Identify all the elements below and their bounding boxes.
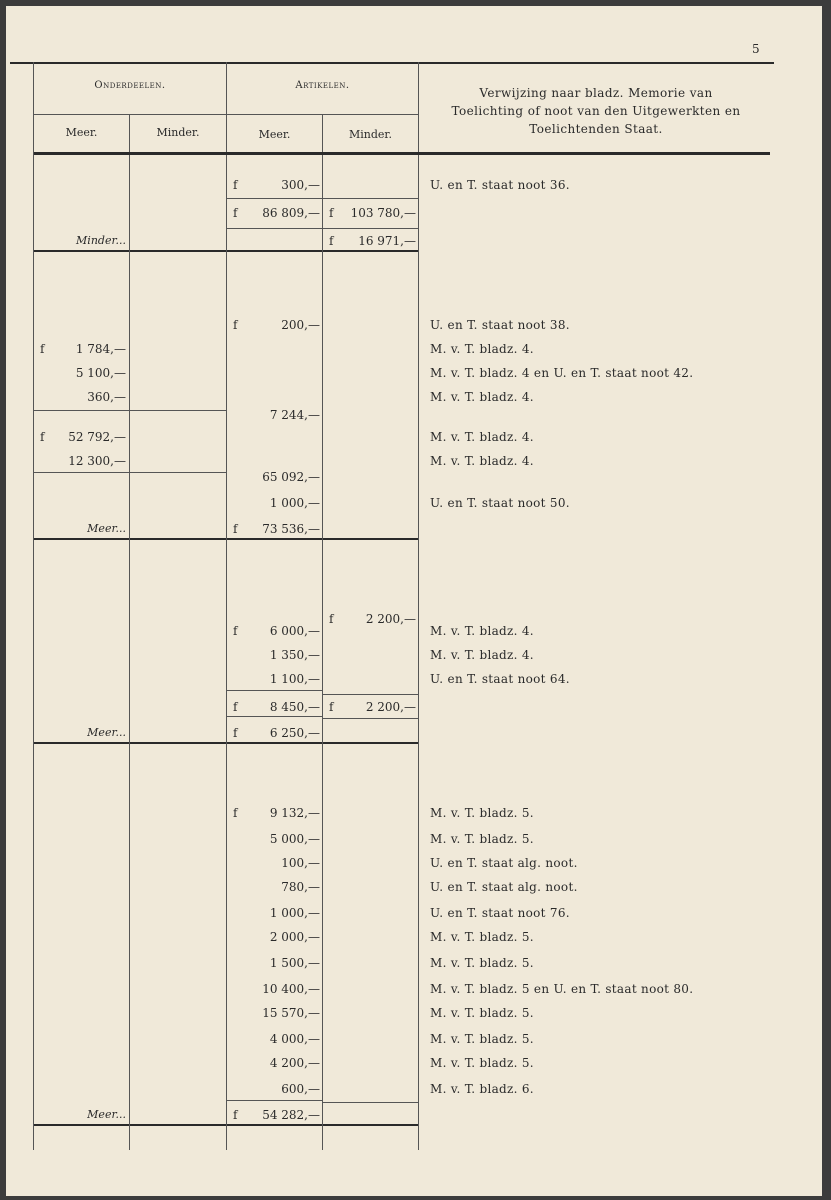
total-label: Minder... [76, 234, 126, 247]
florin-sign: f [233, 1108, 238, 1122]
art-meer-value: 2 000,— [269, 930, 320, 944]
section-rule [323, 742, 418, 744]
florin-sign: f [329, 700, 334, 714]
florin-sign: f [329, 206, 334, 220]
reference-text: M. v. T. bladz. 5. [430, 1032, 534, 1046]
reference-text: M. v. T. bladz. 4. [430, 430, 534, 444]
florin-sign: f [329, 234, 334, 248]
section-rule [34, 538, 129, 540]
section-rule [323, 538, 418, 540]
reference-text: M. v. T. bladz. 5. [430, 930, 534, 944]
art-meer-value: 1 350,— [269, 648, 320, 662]
art-minder-value: 2 200,— [365, 612, 416, 626]
art-meer-value: 9 132,— [269, 806, 320, 820]
reference-text: M. v. T. bladz. 6. [430, 1082, 534, 1096]
florin-sign: f [233, 318, 238, 332]
florin-sign: f [40, 342, 45, 356]
reference-text: M. v. T. bladz. 4. [430, 342, 534, 356]
reference-text: M. v. T. bladz. 4. [430, 648, 534, 662]
florin-sign: f [233, 700, 238, 714]
florin-sign: f [233, 206, 238, 220]
reference-text: M. v. T. bladz. 5. [430, 956, 534, 970]
florin-sign: f [329, 612, 334, 626]
art-meer-value: 54 282,— [262, 1108, 320, 1122]
florin-sign: f [233, 178, 238, 192]
reference-text: U. en T. staat noot 50. [430, 496, 570, 510]
reference-text: U. en T. staat noot 64. [430, 672, 570, 686]
section-rule [227, 250, 322, 252]
reference-text: U. en T. staat noot 38. [430, 318, 570, 332]
art-meer-value: 780,— [281, 880, 320, 894]
reference-text: U. en T. staat noot 36. [430, 178, 570, 192]
reference-text: M. v. T. bladz. 5. [430, 1056, 534, 1070]
art-minder-value: 2 200,— [365, 700, 416, 714]
section-rule [34, 1124, 129, 1126]
column-rule [418, 62, 419, 1150]
section-rule [323, 250, 418, 252]
subtotal-rule [34, 410, 130, 411]
header-art-meer: Meer. [258, 128, 291, 141]
section-rule [130, 1124, 226, 1126]
ond-meer-value: 5 100,— [75, 366, 126, 380]
header-reference: Verwijzing naar bladz. Memorie van Toelichting of noot van den Uitgewerkten en Toelichtenden Staat. [451, 86, 741, 136]
reference-text: M. v. T. bladz. 5. [430, 806, 534, 820]
column-rule [129, 114, 130, 1150]
art-meer-value: 6 250,— [269, 726, 320, 740]
florin-sign: f [233, 522, 238, 536]
ond-meer-value: 52 792,— [68, 430, 126, 444]
art-meer-value: 8 450,— [269, 700, 320, 714]
art-meer-value: 10 400,— [262, 982, 320, 996]
section-rule [227, 538, 322, 540]
subtotal-rule [323, 718, 418, 719]
subtotal-rule [34, 472, 130, 473]
art-meer-value: 4 000,— [269, 1032, 320, 1046]
reference-text: M. v. T. bladz. 4. [430, 624, 534, 638]
header-art-minder: Minder. [349, 128, 392, 141]
total-label: Meer... [87, 522, 126, 535]
subtotal-rule [323, 198, 418, 199]
art-minder-value: 103 780,— [350, 206, 416, 220]
art-meer-value: 1 000,— [269, 496, 320, 510]
header-divider [34, 114, 418, 115]
reference-text: U. en T. staat alg. noot. [430, 880, 578, 894]
art-meer-value: 86 809,— [262, 206, 320, 220]
subtotal-rule [227, 690, 322, 691]
reference-text: U. en T. staat alg. noot. [430, 856, 578, 870]
ond-meer-value: 360,— [87, 390, 126, 404]
section-rule [34, 250, 129, 252]
column-rule [33, 62, 34, 1150]
section-rule [34, 742, 129, 744]
florin-sign: f [233, 806, 238, 820]
art-meer-value: 1 000,— [269, 906, 320, 920]
art-meer-value: 1 100,— [269, 672, 320, 686]
art-meer-value: 300,— [281, 178, 320, 192]
header-bottom-rule [34, 152, 770, 155]
section-rule [227, 742, 322, 744]
art-meer-value: 5 000,— [269, 832, 320, 846]
reference-text: M. v. T. bladz. 5 en U. en T. staat noot 80. [430, 982, 694, 996]
reference-text: M. v. T. bladz. 5. [430, 832, 534, 846]
art-minder-value: 16 971,— [358, 234, 416, 248]
header-onderdeelen: Onderdeelen. [94, 80, 166, 91]
total-label: Meer... [87, 1108, 126, 1121]
reference-text: M. v. T. bladz. 5. [430, 1006, 534, 1020]
art-meer-value: 6 000,— [269, 624, 320, 638]
art-meer-value: 7 244,— [269, 408, 320, 422]
art-meer-value: 73 536,— [262, 522, 320, 536]
reference-text: M. v. T. bladz. 4. [430, 454, 534, 468]
art-meer-value: 100,— [281, 856, 320, 870]
section-rule [323, 1124, 418, 1126]
subtotal-rule [323, 228, 418, 229]
florin-sign: f [233, 624, 238, 638]
top-rule [10, 62, 774, 64]
art-meer-value: 600,— [281, 1082, 320, 1096]
art-meer-value: 1 500,— [269, 956, 320, 970]
header-artikelen: Artikelen. [295, 80, 350, 91]
art-meer-value: 65 092,— [262, 470, 320, 484]
page-number: 5 [752, 42, 760, 56]
header-ond-minder: Minder. [156, 126, 200, 139]
section-rule [130, 538, 226, 540]
art-meer-value: 15 570,— [262, 1006, 320, 1020]
column-rule [322, 114, 323, 1150]
subtotal-rule [323, 694, 418, 695]
column-rule [226, 62, 227, 1150]
subtotal-rule [227, 716, 322, 717]
section-rule [130, 742, 226, 744]
florin-sign: f [233, 726, 238, 740]
reference-text: U. en T. staat noot 76. [430, 906, 570, 920]
subtotal-rule [130, 472, 226, 473]
total-label: Meer... [87, 726, 126, 739]
subtotal-rule [323, 1102, 418, 1103]
ond-meer-value: 12 300,— [68, 454, 126, 468]
reference-text: M. v. T. bladz. 4 en U. en T. staat noot 42. [430, 366, 694, 380]
subtotal-rule [130, 410, 226, 411]
header-ond-meer: Meer. [65, 126, 98, 139]
section-rule [227, 1124, 322, 1126]
florin-sign: f [40, 430, 45, 444]
ond-meer-value: 1 784,— [75, 342, 126, 356]
document-page [6, 6, 822, 1196]
subtotal-rule [227, 1100, 322, 1101]
art-meer-value: 4 200,— [269, 1056, 320, 1070]
section-rule [130, 250, 226, 252]
reference-text: M. v. T. bladz. 4. [430, 390, 534, 404]
art-meer-value: 200,— [281, 318, 320, 332]
subtotal-rule [227, 228, 322, 229]
